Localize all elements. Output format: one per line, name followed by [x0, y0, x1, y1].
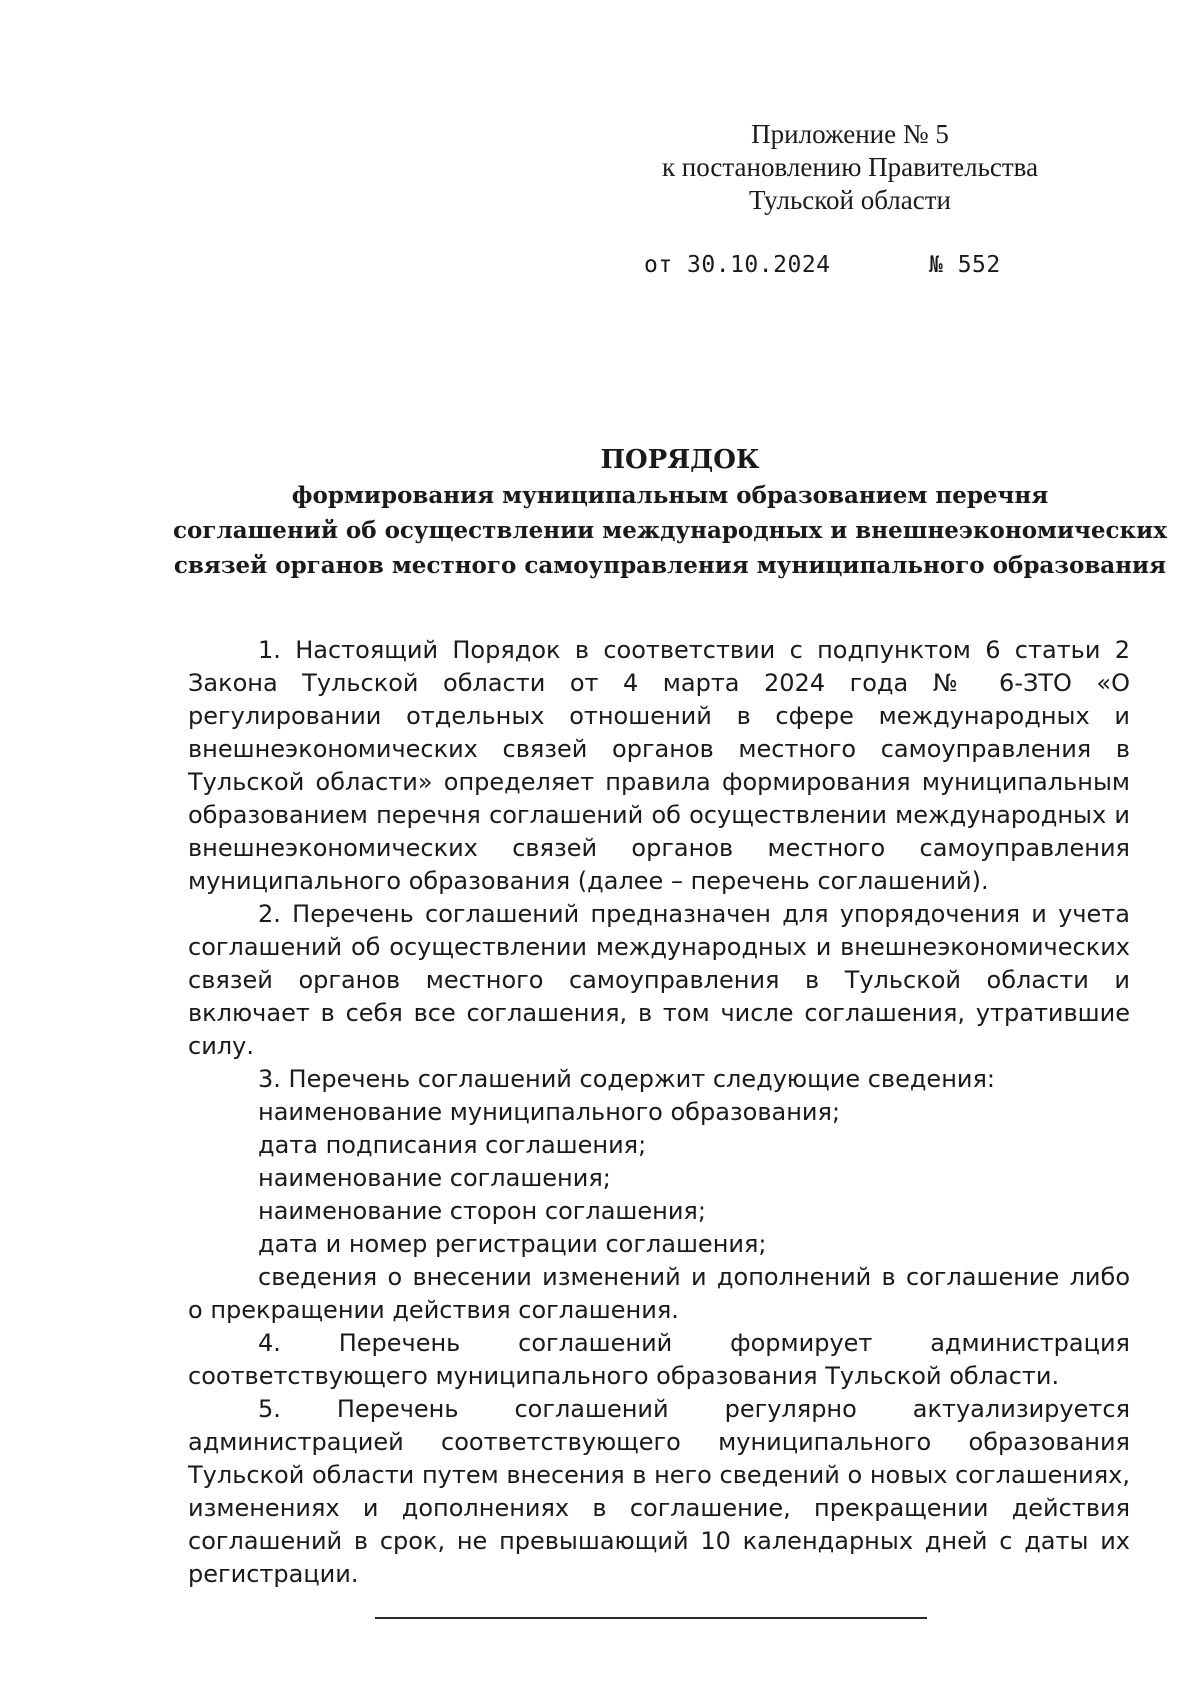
appendix-number: Приложение № 5 [751, 119, 949, 149]
document-body [188, 634, 1130, 1591]
document-subtitle-line: связей органов местного самоуправления муниципального образования [173, 552, 1167, 579]
document-subtitle-line: формирования муниципальным образованием перечня [291, 482, 1049, 509]
paragraph-2: 2. Перечень соглашений предназначен для упорядочения и учета соглашений об осуществлении международных и внешнеэкономических связей органов местного самоуправления в Тульской области и включает в себя все соглашения, в том числе соглашения, утратившие силу. [188, 900, 1130, 1060]
decree-date: от 30.10.2024 [644, 252, 831, 278]
list-item: наименование соглашения; [258, 1164, 611, 1192]
document-title-block [170, 443, 1170, 583]
list-item-last: сведения о внесении изменений и дополнений в соглашение либо о прекращении действия соглашения. [188, 1263, 1130, 1324]
document-subtitle-line: соглашений об осуществлении международных и внешнеэкономических [173, 517, 1167, 544]
list-item: наименование сторон соглашения; [258, 1197, 706, 1225]
end-divider-line [375, 1617, 927, 1619]
paragraph-5: 5. Перечень соглашений регулярно актуализируется администрацией соответствующего муниципального образования Тульской области путем внесения в него сведений о новых соглашениях, изменениях и дополнениях в соглашение, прекращении действия соглашений в срок, не превышающий 10 календарных дней с даты их регистрации. [188, 1395, 1130, 1588]
paragraph-3: 3. Перечень соглашений содержит следующие сведения: [258, 1065, 996, 1093]
appendix-reference: к постановлению Правительства [661, 152, 1039, 182]
list-item: наименование муниципального образования; [258, 1098, 841, 1126]
appendix-region: Тульской области [749, 185, 951, 215]
document-title: ПОРЯДОК [600, 445, 760, 475]
decree-number: № 552 [929, 252, 1001, 278]
list-item: дата подписания соглашения; [258, 1131, 647, 1159]
appendix-header [640, 118, 1060, 217]
list-item: дата и номер регистрации соглашения; [258, 1230, 767, 1258]
paragraph-1: 1. Настоящий Порядок в соответствии с подпунктом 6 статьи 2 Закона Тульской области от 4 марта 2024 года № 6-ЗТО «О регулировании отдельных отношений в сфере международных и внешнеэкономических связей органов местного самоуправления в Тульской области» определяет правила формирования муниципальным образованием перечня соглашений об осуществлении международных и внешнеэкономических связей органов местного самоуправления муниципального образования (далее – перечень соглашений). [188, 636, 1130, 895]
paragraph-4: 4. Перечень соглашений формирует администрация соответствующего муниципального образования Тульской области. [188, 1329, 1130, 1390]
